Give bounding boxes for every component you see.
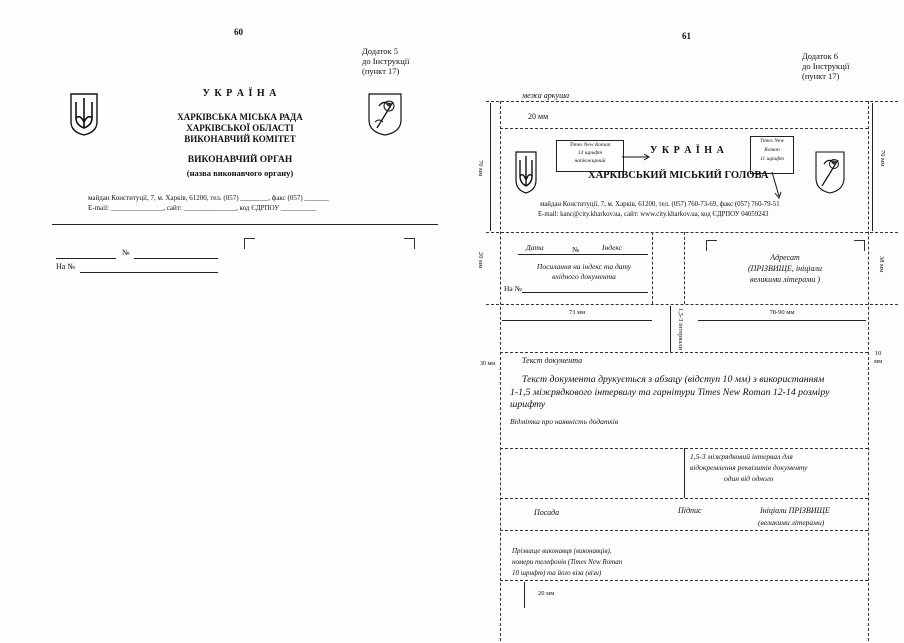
right-to-label: На № <box>504 284 522 293</box>
left-separator <box>52 224 438 225</box>
annex-line: Додаток 5 <box>362 46 399 56</box>
left-address-line2: E-mail: _______________, сайт: _______________, код ЄДРПОУ __________ <box>88 204 316 212</box>
dim-bottom <box>524 582 525 608</box>
right-page <box>452 0 904 643</box>
margin-10-label <box>874 350 882 366</box>
dim-interval <box>670 306 671 352</box>
executor-block <box>512 546 622 579</box>
left-page-number: 60 <box>234 27 243 37</box>
no-label: № <box>572 245 580 254</box>
left-corner-mark <box>244 238 255 249</box>
head-title: ХАРКІВСЬКИЙ МІСЬКИЙ ГОЛОВА <box>588 170 769 181</box>
interval-label: 1,5-3 інтервали <box>677 308 684 351</box>
to-line <box>80 272 218 273</box>
ref-line: вхідного документа <box>552 272 616 281</box>
kharkiv-coat-of-arms-icon <box>367 92 403 136</box>
body-text-line: Текст документа друкується з абзацу (відступ 10 мм) з використанням <box>522 374 825 385</box>
side-20-left: 20 мм <box>477 252 484 269</box>
interval-note <box>690 451 807 484</box>
trident-emblem-icon <box>68 92 100 136</box>
note-line: 11 шрифт <box>760 156 784 162</box>
attachment-mark: Відмітка про наявність додатків <box>510 417 619 426</box>
body-text <box>510 374 900 412</box>
addressee-line: великими літерами ) <box>750 275 820 284</box>
date-label: Дата <box>526 243 544 252</box>
margin-30-label: 30 мм <box>480 361 496 367</box>
annex-line: (пункт 17) <box>362 66 400 76</box>
annex-line: Додаток 6 <box>802 51 839 61</box>
dim-70-right <box>872 103 873 231</box>
note-line: Times New <box>760 138 784 144</box>
margin-10-line: 10 <box>874 350 882 357</box>
left-country: У К Р А Ї Н А <box>202 88 278 99</box>
sign-label: Підпис <box>678 506 702 515</box>
arrow-to-address-icon <box>770 172 784 202</box>
side-70-left: 70 мм <box>477 160 484 177</box>
body-text-line: шрифту <box>510 399 546 410</box>
executor-line: номери телефонів (Times New Roman <box>512 558 623 566</box>
requisite-divider-1 <box>652 232 653 304</box>
executor-line: Прізвище виконавця (виконавців), <box>512 547 612 555</box>
top-margin-label: 20 мм <box>528 112 549 121</box>
dim-interval-2 <box>684 448 685 498</box>
left-to-label: На № <box>56 262 75 271</box>
right-address-line2: E-mail: kanc@city.kharkov.ua, сайт: www.city.kharkov.ua, код ЄДРПОУ 04059243 <box>538 211 769 218</box>
signature-top-line <box>500 498 868 499</box>
bottom-margin-label: 20 мм <box>538 590 555 597</box>
requisite-bottom-line <box>486 304 898 305</box>
interval-note-line: один від одного <box>724 474 774 483</box>
sheet-top-line <box>486 101 898 102</box>
dim-78-90 <box>698 320 866 321</box>
addressee-block <box>720 252 850 285</box>
header-bottom-line <box>486 232 898 233</box>
executor-bottom-line <box>500 580 868 581</box>
annex-line: до Інструкції <box>362 56 410 66</box>
ref-line: Посилання на індекс та дату <box>536 262 632 271</box>
w78-90-label: 78-90 мм <box>769 309 795 316</box>
text-label: Текст документа <box>522 356 583 365</box>
org-line: ХАРКІВСЬКА МІСЬКА РАДА <box>177 112 303 122</box>
text-top-line <box>500 352 868 353</box>
position-label: Посада <box>534 508 560 517</box>
sheet-right-line <box>868 101 869 641</box>
trident-emblem-icon <box>514 150 538 194</box>
left-number-label: № <box>122 248 130 257</box>
date-line <box>56 258 116 259</box>
sheet-left-line <box>500 101 501 641</box>
right-address-line1: майдан Конституції, 7, м. Харків, 61200, тел. (057) 760-73-69, факс (057) 760-79-51 <box>540 201 780 208</box>
note-line: 14 шрифт <box>577 150 603 156</box>
right-corner-mark <box>404 238 415 249</box>
right-country: У К Р А Ї Н А <box>650 145 725 156</box>
addressee-corner-left <box>706 240 717 251</box>
left-annex <box>362 46 409 76</box>
reference-text <box>516 262 652 282</box>
interval-note-line: 1,5-3 міжрядковий інтервал для <box>690 452 793 461</box>
note-line: напівжирний <box>574 158 606 164</box>
w73-label: 73 мм <box>568 309 586 316</box>
index-label: Індекс <box>602 243 622 252</box>
margin-10-line: мм <box>874 358 883 365</box>
margin-line <box>500 128 868 129</box>
requisite-divider-2 <box>684 232 685 304</box>
arrow-to-country-icon <box>622 152 652 162</box>
date-index-line <box>518 254 648 255</box>
right-page-number: 61 <box>682 31 691 41</box>
left-address-line1: майдан Конституції, 7, м. Харків, 61200, тел. (057) ________, факс (057) _______ <box>88 194 329 202</box>
addressee-line: (ПРІЗВИЩЕ, ініціали <box>748 264 822 273</box>
note-line: Times New Roman <box>569 142 611 148</box>
org-line: ВИКОНАВЧИЙ КОМІТЕТ <box>184 134 296 144</box>
left-body-title: ВИКОНАВЧИЙ ОРГАН <box>187 155 293 165</box>
kharkiv-coat-of-arms-icon <box>814 150 846 194</box>
note-line: Roman <box>764 147 780 153</box>
executor-line: 10 шрифт) та його віза (візи) <box>512 569 602 577</box>
left-org-block <box>150 112 330 145</box>
executor-top-line <box>500 530 868 531</box>
side-70-right: 70 мм <box>879 150 886 167</box>
addressee-corner-right <box>854 240 865 251</box>
org-line: ХАРКІВСЬКОЇ ОБЛАСТІ <box>186 123 294 133</box>
annex-line: до Інструкції <box>802 61 850 71</box>
initials-note: (великими літерами) <box>758 518 825 527</box>
body-text-line: 1-1,5 міжрядкового інтервалу та гарнітури Times New Roman 12-14 розміру <box>510 386 830 398</box>
annex-line: (пункт 17) <box>802 71 840 81</box>
dim-73 <box>502 320 652 321</box>
left-body-subtitle: (назва виконавчого органу) <box>186 168 294 178</box>
interval-note-line: відокремлення реквізитів документу <box>690 463 808 472</box>
side-38-right: 38 мм <box>878 256 885 273</box>
dim-70-left <box>490 103 491 231</box>
font-note-left <box>556 140 624 172</box>
number-line <box>134 258 218 259</box>
initials-label: Ініціали ПРІЗВИЩЕ <box>760 506 830 515</box>
sheet-border-label: межа аркуша <box>522 91 570 100</box>
to-line <box>522 292 648 293</box>
addressee-line: Адресат <box>770 253 800 262</box>
right-annex <box>802 51 849 81</box>
font-note-right <box>750 136 794 174</box>
